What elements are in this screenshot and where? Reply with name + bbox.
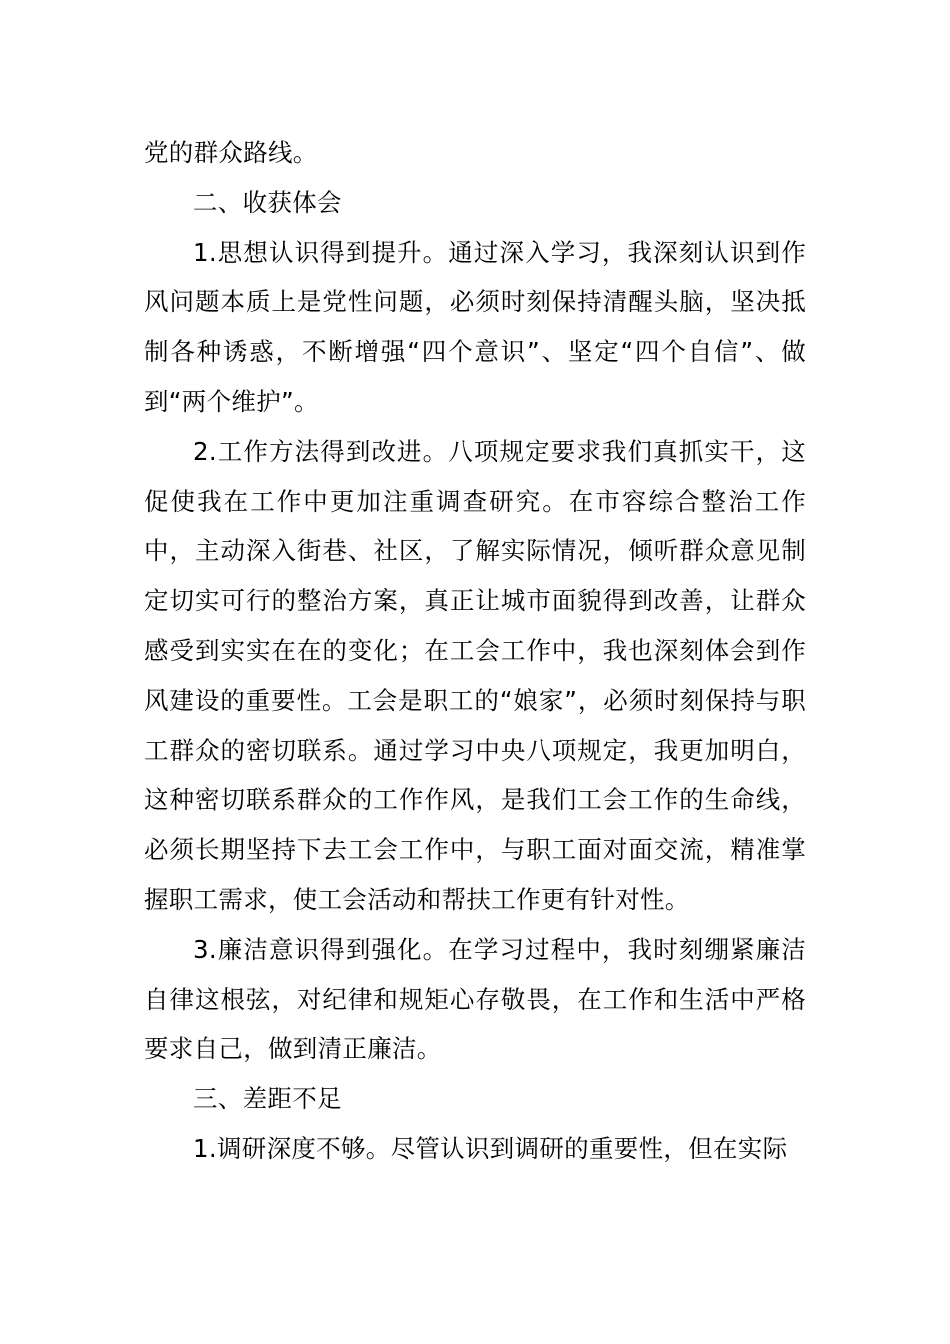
paragraph-work-methods: 2.工作方法得到改进。八项规定要求我们真抓实干，这促使我在工作中更加注重调查研究。在市容综合整治工作中，主动深入街巷、社区，了解实际情况，倾听群众意见制定切实可行的整治方案，真正让城市面貌得到改善，让群众感受到实实在在的变化；在工会工作中，我也深刻体会到作风建设的重要性。工会是职工的“娘家”，必须时刻保持与职工群众的密切联系。通过学习中央八项规定，我更加明白，这种密切联系群众的工作作风，是我们工会工作的生命线，必须长期坚持下去工会工作中，与职工面对面交流，精准掌握职工需求，使工会活动和帮扶工作更有针对性。 xyxy=(144,436,806,914)
paragraph-research-depth: 1.调研深度不够。尽管认识到调研的重要性，但在实际 xyxy=(193,1133,788,1163)
paragraph-thinking-improved: 1.思想认识得到提升。通过深入学习，我深刻认识到作风问题本质上是党性问题，必须时刻保持清醒头脑，坚决抵制各种诱惑，不断增强“四个意识”、坚定“四个自信”、做到“两个维护”。 xyxy=(144,237,806,416)
paragraph-continuation: 党的群众路线。 xyxy=(144,138,318,167)
document-body xyxy=(144,128,806,1174)
section-heading-gains: 二、收获体会 xyxy=(193,187,342,217)
section-heading-shortcomings: 三、差距不足 xyxy=(193,1084,342,1114)
paragraph-integrity: 3.廉洁意识得到强化。在学习过程中，我时刻绷紧廉洁自律这根弦，对纪律和规矩心存敬畏，在工作和生活中严格要求自己，做到清正廉洁。 xyxy=(144,934,806,1064)
